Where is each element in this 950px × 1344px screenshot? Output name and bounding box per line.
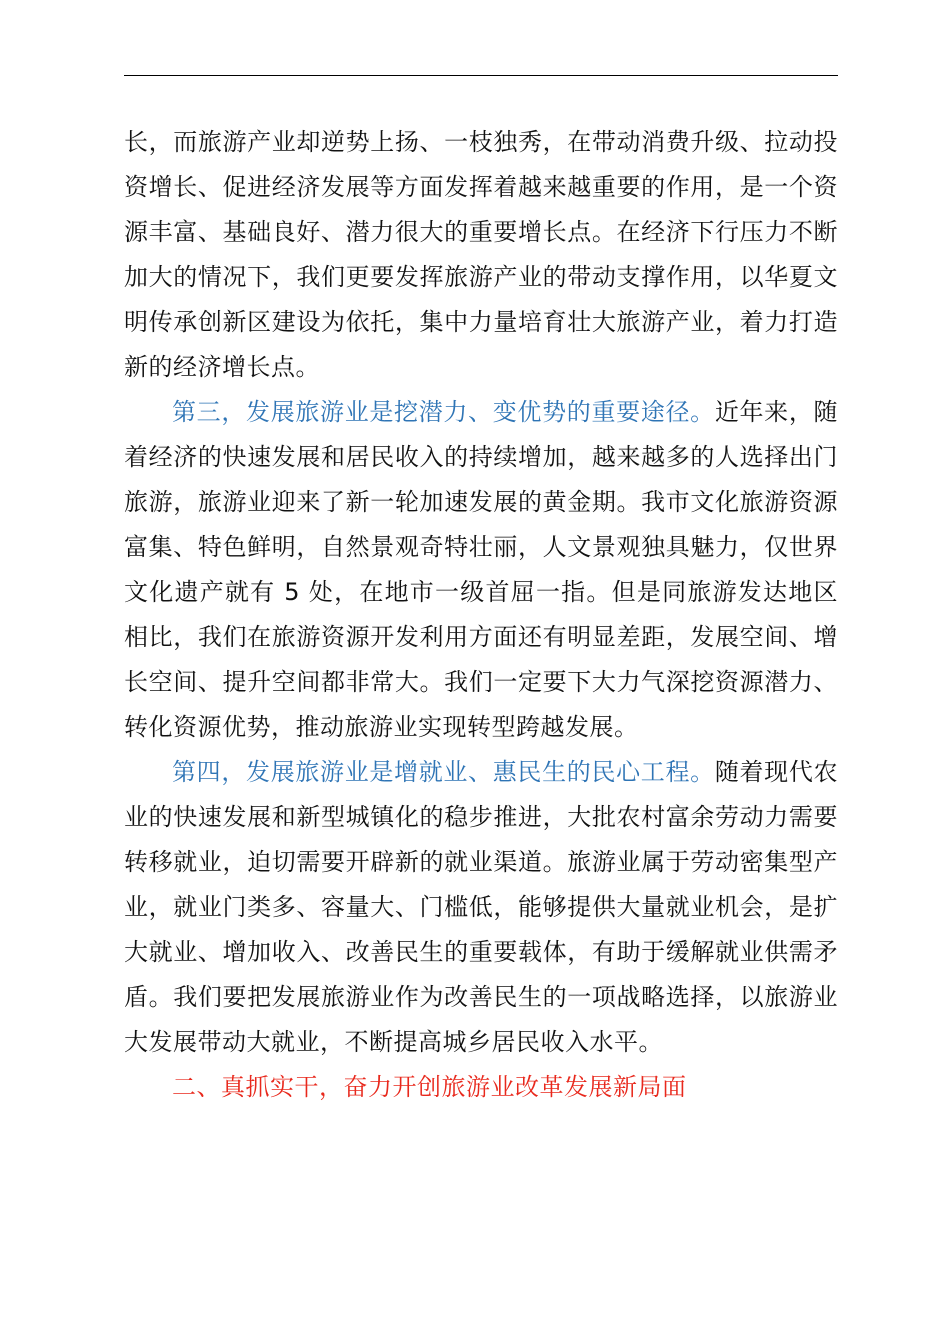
paragraph-lead-third: 第三，发展旅游业是挖潜力、变优势的重要途径。 <box>172 398 715 426</box>
paragraph-continuation: 长，而旅游产业却逆势上扬、一枝独秀，在带动消费升级、拉动投资增长、促进经济发展等方面发挥着越来越重要的作用，是一个资源丰富、基础良好、潜力很大的重要增长点。在经济下行压力不断加大的情况下，我们更要发挥旅游产业的带动支撑作用，以华夏文明传承创新区建设为依托，集中力量培育壮大旅游产业，着力打造新的经济增长点。 <box>124 128 838 381</box>
section-heading: 二、真抓实干，奋力开创旅游业改革发展新局面 <box>172 1073 687 1101</box>
paragraph-third-point <box>124 390 838 750</box>
header-rule <box>124 75 838 76</box>
paragraph-body-third: 近年来，随着经济的快速发展和居民收入的持续增加，越来越多的人选择出门旅游，旅游业迎来了新一轮加速发展的黄金期。我市文化旅游资源富集、特色鲜明，自然景观奇特壮丽，人文景观独具魅力，仅世界文化遗产就有 5 处，在地市一级首屈一指。但是同旅游发达地区相比，我们在旅游资源开发利用方面还有明显差距，发展空间、增长空间、提升空间都非常大。我们一定要下大力气深挖资源潜力、转化资源优势，推动旅游业实现转型跨越发展。 <box>124 398 839 741</box>
paragraph-body-fourth: 随着现代农业的快速发展和新型城镇化的稳步推进，大批农村富余劳动力需要转移就业，迫切需要开辟新的就业渠道。旅游业属于劳动密集型产业，就业门类多、容量大、门槛低，能够提供大量就业机会，是扩大就业、增加收入、改善民生的重要载体，有助于缓解就业供需矛盾。我们要把发展旅游业作为改善民生的一项战略选择，以旅游业大发展带动大就业，不断提高城乡居民收入水平。 <box>124 758 839 1056</box>
document-body <box>124 120 838 1110</box>
paragraph-lead-fourth: 第四，发展旅游业是增就业、惠民生的民心工程。 <box>172 758 715 786</box>
paragraph-fourth-point <box>124 750 838 1065</box>
